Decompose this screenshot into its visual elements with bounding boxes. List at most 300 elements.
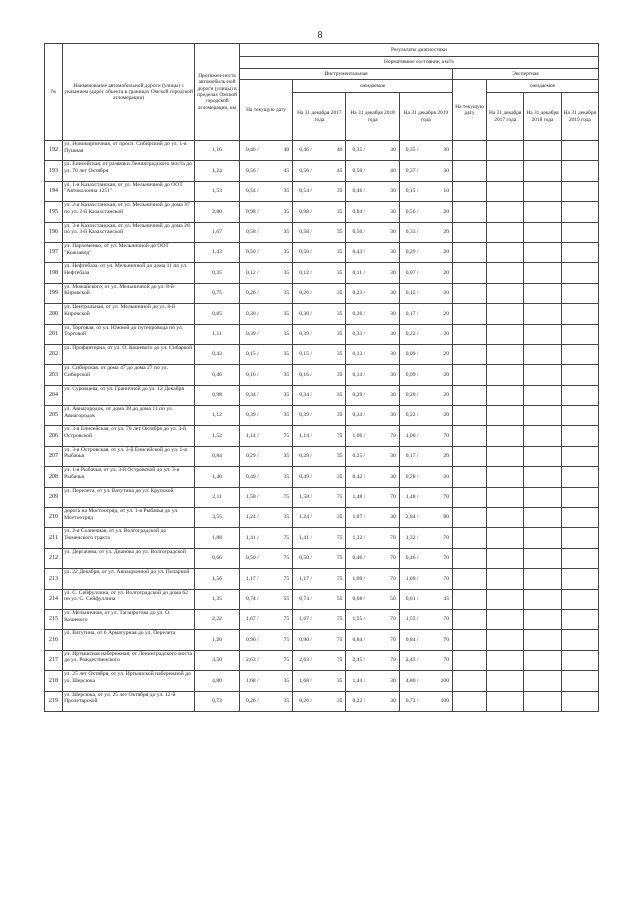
expert-empty-cell xyxy=(524,487,561,507)
value-2018 xyxy=(346,671,399,691)
table-row xyxy=(45,181,599,201)
value-2019-km: 0,28 / xyxy=(405,473,419,480)
value-2019-km: 4,80 / xyxy=(405,677,419,684)
expert-empty-cell xyxy=(524,365,561,385)
header-current-date-expert: На текущую дату xyxy=(453,80,487,141)
value-current-km: 1,24 / xyxy=(245,514,259,521)
value-2018-percent: 70 xyxy=(390,494,396,501)
value-2018-km: 0,46 / xyxy=(352,555,366,562)
value-2017-km: 0,29 / xyxy=(299,453,312,460)
value-2019-percent: 20 xyxy=(443,371,449,378)
row-number: 192 xyxy=(45,141,63,161)
value-current-percent: 75 xyxy=(283,534,290,541)
value-2018-km: 0,43 / xyxy=(352,249,366,256)
value-2017-km: 0,58 / xyxy=(299,228,312,235)
value-2017 xyxy=(293,671,346,691)
value-2018 xyxy=(346,487,399,507)
value-current xyxy=(239,385,292,405)
value-2017-percent: 55 xyxy=(336,595,343,602)
value-2017 xyxy=(293,609,346,629)
value-current-km: 0,29 / xyxy=(245,453,259,460)
road-length: 1,12 xyxy=(195,406,240,426)
expert-empty-cell xyxy=(524,630,561,650)
expert-empty-cell xyxy=(561,222,598,242)
value-current-km: 0,50 / xyxy=(245,249,259,256)
value-2017-percent: 40 xyxy=(336,147,343,154)
expert-empty-cell xyxy=(524,141,561,161)
value-2019-km: 0,22 / xyxy=(405,330,419,337)
value-current xyxy=(239,365,292,385)
expert-empty-cell xyxy=(561,508,598,528)
expert-empty-cell xyxy=(453,528,487,548)
road-length: 0,98 xyxy=(195,385,240,405)
value-current-percent: 35 xyxy=(283,290,290,297)
value-2019-percent: 20 xyxy=(443,412,449,419)
value-2018-percent: 30 xyxy=(390,310,396,317)
value-2019 xyxy=(399,406,452,426)
value-2019-percent: 30 xyxy=(443,147,449,154)
expert-empty-cell xyxy=(524,385,561,405)
value-2017-km: 0,90 / xyxy=(299,636,312,643)
value-2017 xyxy=(293,385,346,405)
value-2018-percent: 40 xyxy=(390,167,396,174)
value-2018-percent: 30 xyxy=(390,412,396,419)
row-number: 197 xyxy=(45,242,63,262)
expert-empty-cell xyxy=(524,589,561,609)
value-current-km: 0,54 / xyxy=(245,188,259,195)
value-current-percent: 35 xyxy=(283,453,290,460)
value-current xyxy=(239,487,292,507)
value-current-km: 1,17 / xyxy=(245,575,259,582)
value-2017-km: 0,54 / xyxy=(299,188,312,195)
expert-empty-cell xyxy=(487,365,524,385)
value-current-km: 0,39 / xyxy=(245,330,259,337)
expert-empty-cell xyxy=(561,242,598,262)
row-number: 199 xyxy=(45,283,63,303)
row-number: 214 xyxy=(45,589,63,609)
value-current-km: 2,63 / xyxy=(245,657,259,664)
value-current xyxy=(239,650,292,670)
value-2019-percent: 20 xyxy=(443,290,449,297)
value-2017-percent: 35 xyxy=(336,677,343,684)
value-2018-percent: 70 xyxy=(390,555,396,562)
value-2018 xyxy=(346,589,399,609)
value-2018-km: 0,50 / xyxy=(352,167,366,174)
expert-empty-cell xyxy=(453,263,487,283)
value-current-percent: 45 xyxy=(283,167,290,174)
value-2018 xyxy=(346,263,399,283)
road-name: ул. Перелета, от ул. Ватутина до ул. Крупской xyxy=(63,487,195,507)
expert-empty-cell xyxy=(487,141,524,161)
value-2019 xyxy=(399,609,452,629)
value-2017 xyxy=(293,589,346,609)
value-2018 xyxy=(346,691,399,711)
row-number: 202 xyxy=(45,344,63,364)
table-row xyxy=(45,508,599,528)
value-2019 xyxy=(399,446,452,466)
value-2019 xyxy=(399,202,452,222)
header-expert-2018: На 31 декабря 2018 года xyxy=(524,93,561,141)
expert-empty-cell xyxy=(487,508,524,528)
value-current-percent: 35 xyxy=(283,473,290,480)
table-row xyxy=(45,569,599,589)
value-2018 xyxy=(346,324,399,344)
value-2018 xyxy=(346,426,399,446)
value-2017-km: 1,67 / xyxy=(299,616,312,623)
header-expert: Экспертная xyxy=(453,69,599,80)
value-2017-percent: 75 xyxy=(336,636,343,643)
row-number: 193 xyxy=(45,161,63,181)
value-2019 xyxy=(399,467,452,487)
page-number: 8 xyxy=(317,30,323,41)
value-current-km: 0,39 / xyxy=(245,412,259,419)
expert-empty-cell xyxy=(561,426,598,446)
value-2019-percent: 30 xyxy=(443,167,449,174)
value-2019-km: 0,15 / xyxy=(405,188,419,195)
row-number: 212 xyxy=(45,548,63,568)
road-length: 0,66 xyxy=(195,548,240,568)
value-2018-km: 0,33 / xyxy=(352,330,366,337)
value-2018-km: 1,07 / xyxy=(352,514,366,521)
value-2017-percent: 75 xyxy=(336,555,343,562)
value-2018-percent: 30 xyxy=(390,351,396,358)
value-2018-percent: 30 xyxy=(390,392,396,399)
expert-empty-cell xyxy=(453,508,487,528)
value-2019 xyxy=(399,324,452,344)
table-row xyxy=(45,630,599,650)
value-2018-percent: 30 xyxy=(390,677,396,684)
value-2017 xyxy=(293,508,346,528)
value-2018 xyxy=(346,181,399,201)
table-body xyxy=(45,141,599,712)
expert-empty-cell xyxy=(453,406,487,426)
table-row xyxy=(45,528,599,548)
expert-empty-cell xyxy=(487,609,524,629)
table-row xyxy=(45,691,599,711)
expert-empty-cell xyxy=(453,650,487,670)
value-2019-km: 0,73 / xyxy=(405,697,419,704)
value-2019-percent: 100 xyxy=(440,677,449,684)
table-row xyxy=(45,467,599,487)
expert-empty-cell xyxy=(561,446,598,466)
value-2017-km: 1,58 / xyxy=(299,494,312,501)
value-current-km: 0,30 / xyxy=(245,310,259,317)
value-2019-percent: 20 xyxy=(443,269,449,276)
value-2019-km: 0,15 / xyxy=(405,290,419,297)
value-2018-km: 0,68 / xyxy=(352,595,366,602)
value-2019-percent: 100 xyxy=(440,697,449,704)
road-length: 1,52 xyxy=(195,426,240,446)
value-2019 xyxy=(399,365,452,385)
value-current xyxy=(239,263,292,283)
value-2017-percent: 35 xyxy=(336,351,343,358)
road-length: 3,50 xyxy=(195,650,240,670)
expert-empty-cell xyxy=(453,446,487,466)
value-2018 xyxy=(346,242,399,262)
value-2017-percent: 75 xyxy=(336,616,343,623)
value-2017-percent: 35 xyxy=(336,371,343,378)
expert-empty-cell xyxy=(524,263,561,283)
value-current-percent: 35 xyxy=(283,371,290,378)
row-number: 196 xyxy=(45,222,63,242)
value-2017-km: 0,39 / xyxy=(299,412,312,419)
value-2018-percent: 30 xyxy=(390,147,396,154)
expert-empty-cell xyxy=(487,222,524,242)
expert-empty-cell xyxy=(453,609,487,629)
value-2017-km: 0,56 / xyxy=(299,167,312,174)
road-length: 3,55 xyxy=(195,508,240,528)
value-2018-percent: 30 xyxy=(390,249,396,256)
expert-empty-cell xyxy=(561,324,598,344)
value-2017-percent: 35 xyxy=(336,269,343,276)
value-2018 xyxy=(346,161,399,181)
value-2018-km: 1,06 / xyxy=(352,432,366,439)
expert-empty-cell xyxy=(453,365,487,385)
value-current xyxy=(239,222,292,242)
value-2019 xyxy=(399,222,452,242)
road-length: 2,11 xyxy=(195,487,240,507)
road-length: 1,16 xyxy=(195,141,240,161)
expert-empty-cell xyxy=(453,589,487,609)
value-2017 xyxy=(293,202,346,222)
value-2019 xyxy=(399,161,452,181)
road-name: ул. Шерсюка, от ул. 25 лет Октября до ул. 12-й Пролетарской xyxy=(63,691,195,711)
value-2017-percent: 75 xyxy=(336,534,343,541)
expert-empty-cell xyxy=(524,650,561,670)
value-current-percent: 35 xyxy=(283,208,290,215)
value-2019-km: 0,29 / xyxy=(405,249,419,256)
expert-empty-cell xyxy=(561,385,598,405)
value-2018-km: 1,32 / xyxy=(352,534,366,541)
table-row xyxy=(45,406,599,426)
value-current-km: 0,50 / xyxy=(245,555,259,562)
expert-empty-cell xyxy=(524,202,561,222)
value-2017-km: 1,24 / xyxy=(299,514,312,521)
road-length: 1,11 xyxy=(195,324,240,344)
value-2018-km: 0,25 / xyxy=(352,453,366,460)
value-2019-percent: 80 xyxy=(443,514,449,521)
value-2018-percent: 30 xyxy=(390,269,396,276)
road-length: 0,85 xyxy=(195,304,240,324)
value-2017-percent: 75 xyxy=(336,432,343,439)
value-current xyxy=(239,324,292,344)
expert-empty-cell xyxy=(487,691,524,711)
value-2017 xyxy=(293,467,346,487)
value-2017 xyxy=(293,324,346,344)
value-2018-km: 1,09 / xyxy=(352,575,366,582)
value-2018-percent: 70 xyxy=(390,657,396,664)
value-2018-km: 0,11 / xyxy=(352,269,366,276)
value-2017-km: 0,26 / xyxy=(299,290,312,297)
header-2017: На 31 декабря 2017 года xyxy=(293,93,346,141)
header-2018: На 31 декабря 2018 года xyxy=(346,93,399,141)
road-length: 0,35 xyxy=(195,263,240,283)
road-name: ул. С. Сейфуллина, от ул. Волгоградской до дома 62 по ул. С. Сейфуллина xyxy=(63,589,195,609)
value-2017-km: 1,41 / xyxy=(299,534,312,541)
value-2019-percent: 70 xyxy=(443,494,449,501)
value-2017-percent: 35 xyxy=(336,310,343,317)
road-name: ул. Пархоменко, от ул. Мельничной до ООТ "Кожзавод" xyxy=(63,242,195,262)
expert-empty-cell xyxy=(487,671,524,691)
value-current-percent: 55 xyxy=(283,595,290,602)
value-2018 xyxy=(346,446,399,466)
expert-empty-cell xyxy=(453,467,487,487)
expert-empty-cell xyxy=(453,181,487,201)
expert-empty-cell xyxy=(561,161,598,181)
value-2019-km: 1,32 / xyxy=(405,534,419,541)
value-2017-km: 0,49 / xyxy=(299,473,312,480)
road-name: ул. 2-я Солнечная, от ул. Волгоградской до Тюменского тракта xyxy=(63,528,195,548)
value-2017-km: 0,26 / xyxy=(299,697,312,704)
road-name: ул. Нефтебаза, от ул. Мельничной до дома 11 по ул. Нефтебаза xyxy=(63,263,195,283)
value-2019 xyxy=(399,650,452,670)
expert-empty-cell xyxy=(487,650,524,670)
header-expert-2019: На 31 декабря 2019 года xyxy=(561,93,598,141)
value-2017-km: 0,50 / xyxy=(299,555,312,562)
expert-empty-cell xyxy=(453,242,487,262)
value-2019-percent: 70 xyxy=(443,657,449,664)
value-2019-percent: 70 xyxy=(443,616,449,623)
value-2018-km: 0,14 / xyxy=(352,371,366,378)
value-current-km: 0,74 / xyxy=(245,595,259,602)
value-2018-km: 1,48 / xyxy=(352,494,366,501)
value-2019 xyxy=(399,671,452,691)
value-2019-km: 0,17 / xyxy=(405,453,419,460)
table-row xyxy=(45,589,599,609)
value-2019-percent: 70 xyxy=(443,432,449,439)
value-2017 xyxy=(293,263,346,283)
value-2019 xyxy=(399,548,452,568)
expert-empty-cell xyxy=(487,385,524,405)
value-current xyxy=(239,569,292,589)
value-2019-percent: 20 xyxy=(443,310,449,317)
value-2018-km: 0,26 / xyxy=(352,310,366,317)
expert-empty-cell xyxy=(561,650,598,670)
value-2018-km: 1,55 / xyxy=(352,616,366,623)
road-length: 0,75 xyxy=(195,283,240,303)
value-current-percent: 75 xyxy=(283,616,290,623)
row-number: 195 xyxy=(45,202,63,222)
value-2019-percent: 20 xyxy=(443,228,449,235)
table-row xyxy=(45,426,599,446)
value-2017-km: 1,68 / xyxy=(299,677,312,684)
value-2019-percent: 70 xyxy=(443,575,449,582)
expert-empty-cell xyxy=(453,222,487,242)
expert-empty-cell xyxy=(524,283,561,303)
table-row xyxy=(45,161,599,181)
value-2017-km: 0,12 / xyxy=(299,269,312,276)
value-2019 xyxy=(399,283,452,303)
value-2019 xyxy=(399,487,452,507)
value-2019-km: 0,35 / xyxy=(405,147,419,154)
value-2017 xyxy=(293,650,346,670)
header-current-date: На текущую дату xyxy=(239,80,292,141)
value-2019-percent: 20 xyxy=(443,392,449,399)
value-2018 xyxy=(346,202,399,222)
road-name: ул. 2-я Казахстанская, от ул. Мельничной до дома 37 по ул. 2-й Казахстанской xyxy=(63,202,195,222)
value-current-km: 0,15 / xyxy=(245,351,259,358)
expert-empty-cell xyxy=(487,528,524,548)
row-number: 213 xyxy=(45,569,63,589)
value-2018-km: 0,34 / xyxy=(352,412,366,419)
value-2017-percent: 75 xyxy=(336,575,343,582)
expert-empty-cell xyxy=(561,304,598,324)
value-2019-percent: 70 xyxy=(443,636,449,643)
expert-empty-cell xyxy=(524,609,561,629)
value-2018-km: 0,42 / xyxy=(352,473,366,480)
value-2018 xyxy=(346,528,399,548)
value-2017-km: 1,14 / xyxy=(299,432,312,439)
road-name: ул. Дергачева, от ул. Дианова до ул. Волгоградской xyxy=(63,548,195,568)
value-2017-km: 0,50 / xyxy=(299,249,312,256)
value-2017 xyxy=(293,283,346,303)
value-2017 xyxy=(293,528,346,548)
expert-empty-cell xyxy=(524,426,561,446)
expert-empty-cell xyxy=(453,426,487,446)
expert-empty-cell xyxy=(561,589,598,609)
value-current xyxy=(239,141,292,161)
expert-empty-cell xyxy=(561,141,598,161)
expert-empty-cell xyxy=(524,344,561,364)
row-number: 204 xyxy=(45,385,63,405)
value-2017-percent: 35 xyxy=(336,412,343,419)
value-2019-km: 2,45 / xyxy=(405,657,419,664)
value-2019-km: 0,61 / xyxy=(405,595,419,602)
table-row xyxy=(45,304,599,324)
expert-empty-cell xyxy=(453,141,487,161)
road-name: ул. 25 лет Октября, от ул. Иртышской набережной до ул. Шерсюка xyxy=(63,671,195,691)
value-current-percent: 75 xyxy=(283,575,290,582)
value-current-km: 0,46 / xyxy=(245,147,259,154)
value-current xyxy=(239,202,292,222)
road-length: 1,88 xyxy=(195,528,240,548)
road-name: ул. Мельничная, от ул. Таганрогова до ул. О. Кошевого xyxy=(63,609,195,629)
expert-empty-cell xyxy=(487,548,524,568)
value-2019-km: 0,37 / xyxy=(405,167,419,174)
value-2019-km: 2,84 / xyxy=(405,514,419,521)
value-2018-km: 2,45 / xyxy=(352,657,366,664)
road-name: ул. Ватутина, от 6 Арматурная до ул. Перелета xyxy=(63,630,195,650)
table-row xyxy=(45,365,599,385)
value-current-km: 0,16 / xyxy=(245,371,259,378)
value-2018-km: 0,50 / xyxy=(352,228,366,235)
value-2017 xyxy=(293,222,346,242)
value-2017-km: 0,74 / xyxy=(299,595,312,602)
value-2018-km: 0,23 / xyxy=(352,290,366,297)
value-2018-percent: 30 xyxy=(390,514,396,521)
table-row xyxy=(45,650,599,670)
header-normative: Нормативное состояние, км/% xyxy=(239,57,598,69)
value-current xyxy=(239,548,292,568)
header-road-name: Наименование автомобильной дороги (улицы) с указанием (адрес объекта в границах Омской городской агломерации) xyxy=(63,44,195,141)
expert-empty-cell xyxy=(487,487,524,507)
expert-empty-cell xyxy=(487,202,524,222)
expert-empty-cell xyxy=(561,344,598,364)
value-2018-km: 0,13 / xyxy=(352,351,366,358)
road-name: ул. Енисейская, от развязки Ленинградского моста до ул. 70 лет Октября xyxy=(63,161,195,181)
value-current-percent: 35 xyxy=(283,677,290,684)
header-results: Результаты диагностики xyxy=(239,44,598,57)
value-current-percent: 35 xyxy=(283,249,290,256)
value-2018 xyxy=(346,385,399,405)
value-2017-percent: 35 xyxy=(336,697,343,704)
expert-empty-cell xyxy=(524,691,561,711)
table-header xyxy=(45,44,599,141)
header-instrumental: Инструментальная xyxy=(239,69,452,80)
expert-empty-cell xyxy=(487,630,524,650)
value-2017-km: 0,15 / xyxy=(299,351,312,358)
expert-empty-cell xyxy=(487,406,524,426)
